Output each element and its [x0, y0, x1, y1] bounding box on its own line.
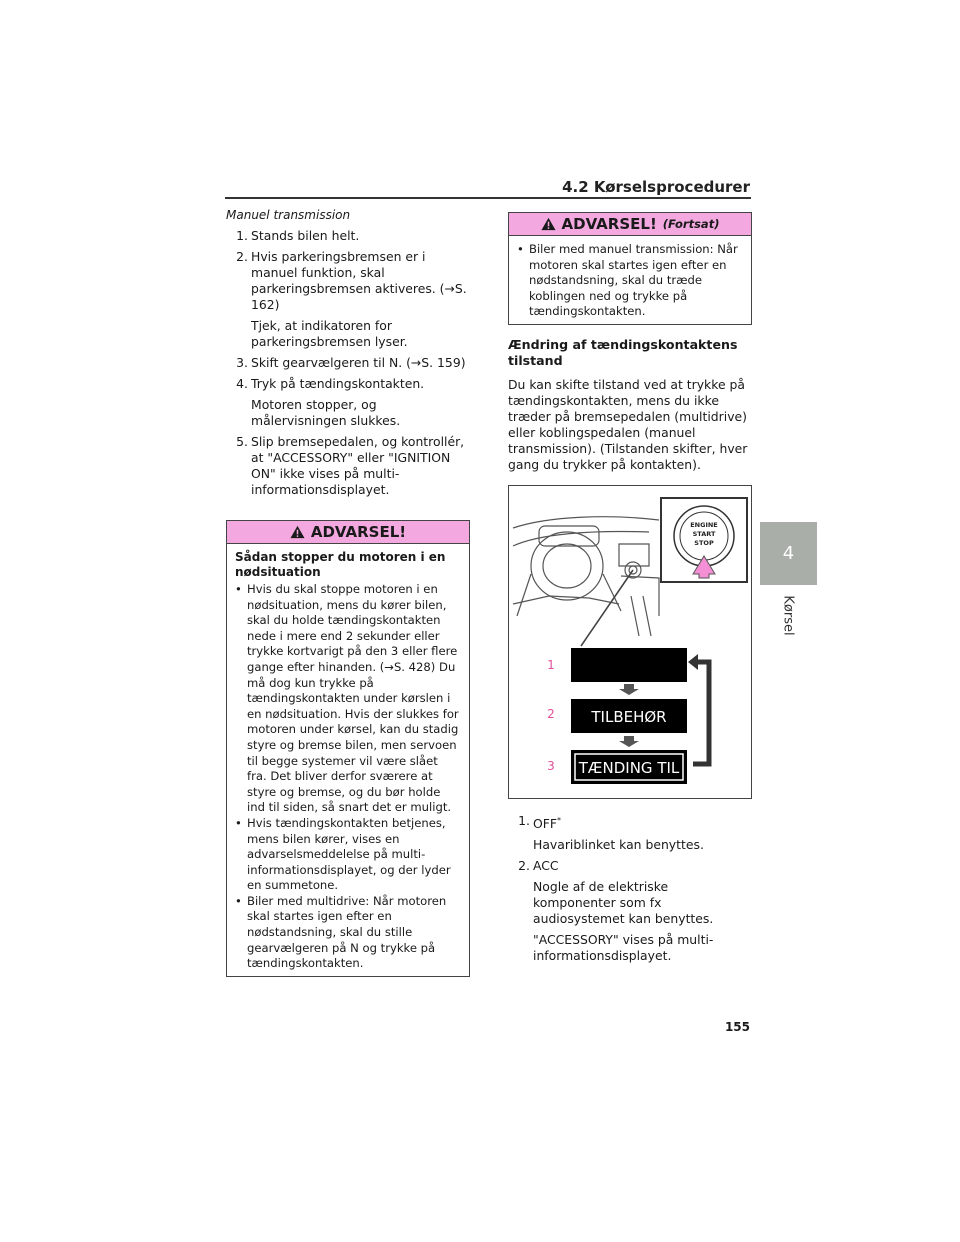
chapter-label — [760, 585, 817, 645]
step-text: Hvis parkeringsbremsen er i manuel funktion, skal parkeringsbremsen aktiveres. (→S. 162) — [251, 249, 467, 312]
step-1 — [226, 228, 470, 244]
down-arrow-icon — [619, 684, 639, 695]
warning-continued-label: (Fortsat) — [662, 217, 720, 231]
bullet-text: Biler med multidrive: Når motoren skal startes igen efter en nødstandsning, skal du stille gearvælgeren på N og trykke på tændingskontakten. — [247, 893, 447, 971]
header-rule — [225, 197, 751, 199]
list-item-acc — [508, 858, 752, 874]
step-number: 3. — [236, 355, 248, 370]
warning-heading: ADVARSEL! — [310, 523, 407, 541]
step-text: Skift gearvælgeren til N. (→S. 159) — [251, 355, 466, 370]
section-title: Ændring af tændingskontaktens tilstand — [508, 336, 738, 368]
warning-box-continued — [508, 212, 752, 325]
step-number: 4. — [236, 376, 248, 391]
warning-bullet — [235, 582, 461, 816]
list-item-off — [508, 813, 752, 832]
list-number: 1. — [518, 812, 530, 828]
cycle-arrow-icon — [693, 662, 709, 764]
button-line-2: START — [692, 529, 716, 538]
step-number: 2. — [236, 249, 248, 264]
warning-bullet — [517, 242, 743, 320]
step-4 — [226, 376, 470, 392]
warning-body — [227, 544, 469, 976]
down-arrow-icon — [619, 736, 639, 747]
step-text: Slip bremsepedalen, og kontrollér, at "ACCESSORY" eller "IGNITION ON" ikke vises på multi-informationsdisplayet. — [251, 434, 465, 497]
warning-body — [509, 236, 751, 324]
list-number: 2. — [518, 858, 530, 874]
warning-triangle-icon — [541, 217, 556, 231]
warning-heading: ADVARSEL! — [561, 215, 657, 233]
list-note: Havariblinket kan benyttes. — [533, 837, 704, 853]
display-off — [571, 648, 687, 682]
bullet-dot: • — [235, 815, 242, 830]
bullet-text: Biler med manuel transmission: Når motoren skal startes igen efter en nødstandsning, skal du træde koblingen ned og trykke på tændingskontakten. — [529, 242, 738, 319]
left-column — [226, 208, 470, 977]
button-line-3: STOP — [694, 538, 714, 547]
ignition-illustration — [509, 486, 751, 798]
step-2 — [226, 249, 470, 313]
warning-bullet — [235, 816, 461, 894]
button-line-1: ENGINE — [690, 520, 718, 529]
step-4-note: Motoren stopper, og målervisningen slukkes. — [251, 397, 401, 428]
footnote-star: * — [557, 815, 562, 825]
bullet-dot: • — [235, 893, 242, 908]
subheading-manual: Manuel transmission — [226, 208, 351, 222]
step-text: Stands bilen helt. — [251, 228, 360, 243]
right-column — [508, 212, 752, 969]
bullet-dot: • — [235, 582, 242, 596]
step-number: 1. — [236, 228, 248, 243]
bullet-text: Hvis du skal stoppe motoren i en nødsituation, mens du kører bilen, skal du holde tændingskontakten nede i mere end 2 sekunder eller trykke kortvarigt på den 3 eller flere gange efter hinanden. (→S. 428) Du må dog kun trykke på tændingskontakten under kørslen i en nødsituation. Hvis der slukkes for motoren under kørsel, kan du stadig styre og bremse bilen, men servoen til begge systemer vil være slået fra. Det bliver derfor sværere at styre og bremse, og du bør holde ind til siden, så snart det er muligt. — [247, 582, 459, 815]
bullet-dot: • — [517, 242, 524, 256]
chapter-tab: 4 — [760, 522, 817, 585]
mode-number-3: 3 — [547, 758, 555, 773]
warning-triangle-icon — [290, 525, 305, 539]
warning-box — [226, 520, 470, 977]
warning-header — [227, 521, 469, 544]
chapter-label-text: Kørsel — [781, 594, 796, 636]
ignition-figure — [508, 485, 752, 799]
list-label: ACC — [533, 858, 559, 874]
step-3 — [226, 355, 470, 371]
bullet-text: Hvis tændingskontakten betjenes, mens bilen kører, vises en advarselsmeddelelse på multi-informationsdisplayet, og der lyder en summetone. — [247, 815, 451, 893]
page-number: 155 — [724, 1020, 750, 1034]
warning-title: Sådan stopper du motoren i en nødsituation — [235, 550, 446, 579]
display-taending-text: TÆNDING TIL — [578, 758, 680, 777]
step-text: Tryk på tændingskontakten. — [251, 376, 425, 391]
step-5 — [226, 434, 470, 498]
warning-bullet — [235, 894, 461, 972]
running-header: 4.2 Kørselsprocedurer — [562, 178, 750, 196]
list-note: Nogle af de elektriske komponenter som fx audiosystemet kan benyttes. — [533, 879, 714, 927]
step-2-note: Tjek, at indikatoren for parkeringsbremsen lyser. — [251, 318, 408, 349]
display-tilbehor-text: TILBEHØR — [591, 707, 667, 726]
section-paragraph: Du kan skifte tilstand ved at trykke på tændingskontakten, mens du ikke træder på bremsepedalen (multidrive) eller koblingspedalen (manuel transmission). (Tilstanden skifter, hver gang du trykker på kontakten). — [508, 376, 748, 472]
mode-number-1: 1 — [547, 657, 555, 672]
mode-number-2: 2 — [547, 706, 555, 721]
list-text — [533, 813, 752, 832]
list-note-2: "ACCESSORY" vises på multi-informationsdisplayet. — [533, 932, 714, 964]
list-label: OFF — [533, 816, 558, 832]
warning-header — [509, 213, 751, 236]
step-number: 5. — [236, 434, 248, 449]
